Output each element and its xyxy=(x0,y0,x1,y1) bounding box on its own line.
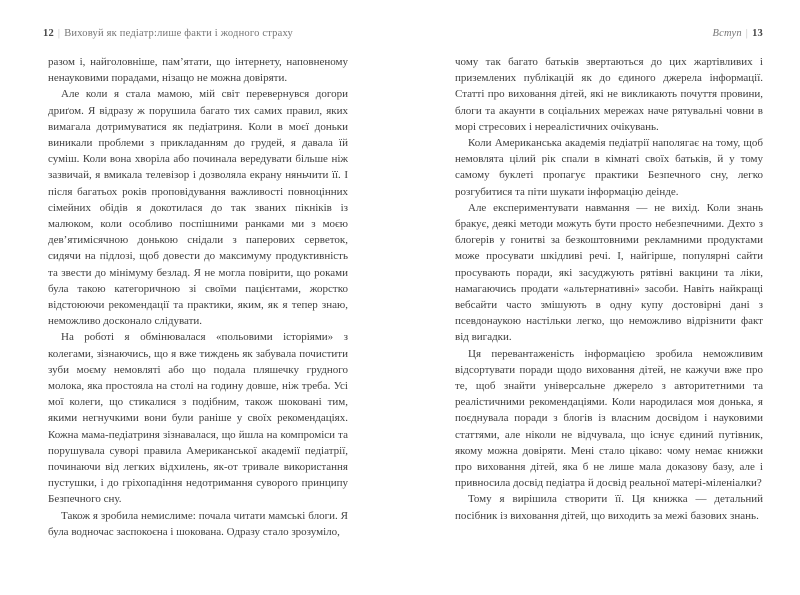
book-title: Виховуй як педіатр:лише факти і жодного страху xyxy=(64,28,293,39)
running-head-left xyxy=(43,28,348,40)
page-left-body-text xyxy=(48,54,348,540)
page-number-right: 13 xyxy=(752,28,763,39)
paragraph: разом і, найголовніше, пам’ятати, що інтернету, наповненому ненауковими порадами, нізащо не можна довіряти. xyxy=(48,56,348,85)
paragraph: Тому я вирішила створити її. Ця книжка — детальний посібник із виховання дітей, що виходить за межі базових знань. xyxy=(455,493,763,522)
paragraph: чому так багато батьків звертаються до цих жартівливих і приземлених публікацій як до єдиного джерела інформації. Статті про виховання дітей, які не викликають почуття провини, блоги та акаунти в соціальних мережах наче рятувальні човни в морі стресових і нереалістичних очікувань. xyxy=(455,56,763,133)
page-right-body-text xyxy=(455,54,763,524)
paragraph: Ця перевантаженість інформацією зробила неможливим відсортувати поради щодо виховання дітей, не кажучи вже про те, щоб знайти універсальне джерело з авторитетними та реалістичними рекомендаціями. Коли народилася моя донька, я поєднувала поради з блогів із власним досвідом і науковими статтями, але ніколи не відчувала, що існує єдиний путівник, якому можна довіряти. Мені стало цікаво: чому немає книжки про виховання дітей, яка б не лише мала доказову базу, але і привносила досвід педіатра й досвід реальної матері-міленіалки? xyxy=(455,347,763,490)
paragraph: На роботі я обмінювалася «польовими історіями» з колегами, зізнаючись, що я вже тиждень як забувала почистити зуби моєму немовляті або що подала пляшечку грудного молока, яка простояла на столі на годину довше, ніж треба. Усі мої колеги, що стикалися з подібним, також шоковані тим, якими негнучкими вони були раніше у своїх рекомендаціях. Кожна мама-педіатриня зізнавалася, що йшла на компроміси та порушувала суворі правила Американської академії педіатрії, починаючи від легких відхилень, як-от тривале використання пустушки, і до гріхопадіння недотримання суворого принципу Безпечного сну. xyxy=(48,331,348,506)
header-separator-left: | xyxy=(57,28,61,39)
paragraph: Також я зробила немислиме: почала читати мамські блоги. Я була водночас заспокоєна і шокована. Одразу стало зрозуміло, xyxy=(48,509,348,538)
page-number-left: 12 xyxy=(43,28,54,39)
header-separator-right: | xyxy=(745,28,749,39)
page-left xyxy=(43,0,348,595)
page-right xyxy=(455,0,763,595)
running-head-right xyxy=(455,28,763,40)
paragraph: Але коли я стала мамою, мій світ перевернувся догори дриґом. Я відразу ж порушила багато тих самих правил, яких вимагала дотримуватися як педіатриня. Коли в моєї доньки виникали проблеми з прикладанням до грудей, я давала їй суміш. Коли вона хворіла або починала вередувати більше ніж зазвичай, я вмикала телевізор і дозволяла екрану няньчити її. І після багатьох років проповідування важливості повноцінних сімейних обідів я докотилася до так званих пікніків із малюком, коли особливо поспішними ранками ми з моєю дев’ятимісячною донькою снідали з паперових серветок, сидячи на підлозі, щоб довести до максимуму продуктивність та звести до мінімуму безлад. Я не могла повірити, що роками була такою категоричною зі своїми пацієнтами, жорстко відстоюючи рекомендації та практики, яким, як я тепер знаю, неможливо досконало слідувати. xyxy=(48,88,348,328)
paragraph: Але експериментувати навмання — не вихід. Коли знань бракує, деякі методи можуть бути просто небезпечними. Дехто з блогерів у гонитві за безкоштовними рекламними продуктами може просувати шкідливі речі. І, найгірше, популярні сайти просувають поради, які засуджують рятівні вакцини та ліки, намагаючись продати «альтернативні» засоби. Навіть найкращі вебсайти часто змішують в одну купу достовірні дані з псевдонаукою настільки легко, що неможливо відрізнити факт від вигадки. xyxy=(455,201,763,344)
chapter-title: Вступ xyxy=(712,28,742,39)
paragraph: Коли Американська академія педіатрії наполягає на тому, щоб немовлята цілий рік спали в кімнаті своїх батьків, й у тому самому буклеті пропагує практики Безпечного сну, легко розгубитися та піти шукати інформацію деінде. xyxy=(455,137,763,198)
